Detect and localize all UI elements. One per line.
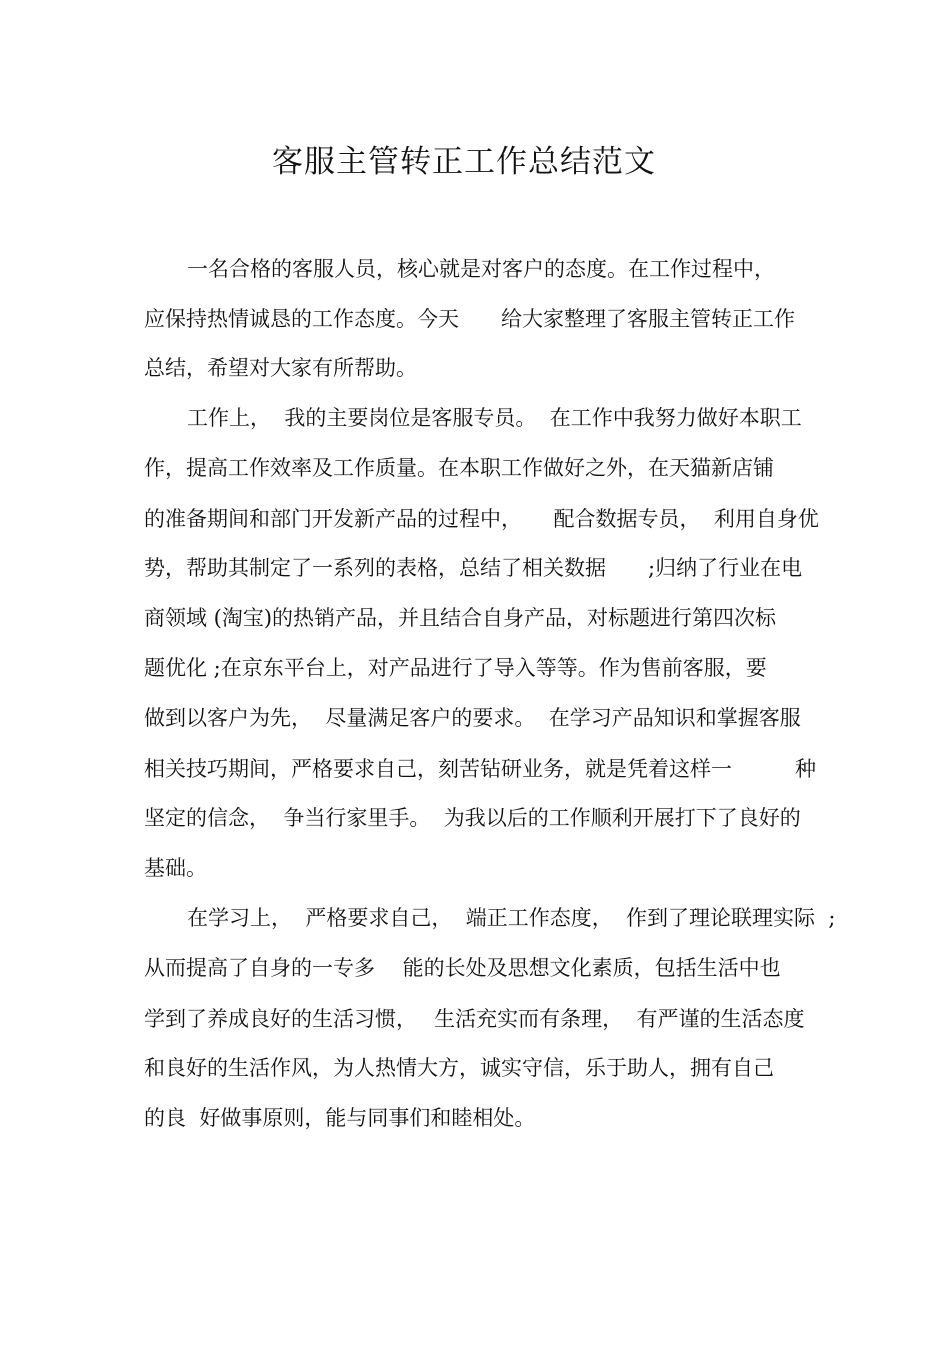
paragraph-2-line-7: 做到以客户为先， 尽量满足客户的要求。 在学习产品知识和掌握客服 [144,706,801,730]
paragraph-3-line-4: 和良好的生活作风，为人热情大方，诚实守信，乐于助人，拥有自己 [144,1056,774,1080]
paragraph-1-line-1: 一名合格的客服人员，核心就是对客户的态度。在工作过程中， [187,257,775,281]
paragraph-2-line-8: 相关技巧期间，严格要求自己，刻苦钻研业务，就是凭着这样一 种 [144,757,816,781]
paragraph-2-line-6: 题优化 ;在京东平台上，对产品进行了导入等等。作为售前客服，要 [144,656,767,680]
paragraph-2-line-2: 作，提高工作效率及工作质量。在本职工作做好之外，在天猫新店铺 [144,456,774,480]
paragraph-1-line-3: 总结，希望对大家有所帮助。 [144,356,417,380]
paragraph-3-line-2: 从而提高了自身的一专多 能的长处及思想文化素质，包括生活中也 [144,956,781,980]
paragraph-2-line-5: 商领域 (淘宝)的热销产品，并且结合自身产品，对标题进行第四次标 [144,606,777,630]
paragraph-2-line-1: 工作上， 我的主要岗位是客服专员。 在工作中我努力做好本职工 [187,406,802,430]
paragraph-2-line-9: 坚定的信念， 争当行家里手。 为我以后的工作顺利开展打下了良好的 [144,806,801,830]
document-title: 客服主管转正工作总结范文 [272,144,656,180]
paragraph-2-line-4: 势，帮助其制定了一系列的表格，总结了相关数据 ;归纳了行业在电 [144,556,803,580]
paragraph-3-line-1: 在学习上， 严格要求自己， 端正工作态度， 作到了理论联理实际 ; [187,906,836,930]
paragraph-3-line-5: 的良 好做事原则，能与同事们和睦相处。 [144,1106,536,1130]
paragraph-2-line-3: 的准备期间和部门开发新产品的过程中， 配合数据专员， 利用自身优 [144,507,819,531]
paragraph-1-line-2: 应保持热情诚恳的工作态度。今天 给大家整理了客服主管转正工作 [144,307,795,331]
paragraph-3-line-3: 学到了养成良好的生活习惯， 生活充实而有条理， 有严谨的生活态度 [144,1007,805,1031]
paragraph-2-line-10: 基础。 [144,856,207,880]
